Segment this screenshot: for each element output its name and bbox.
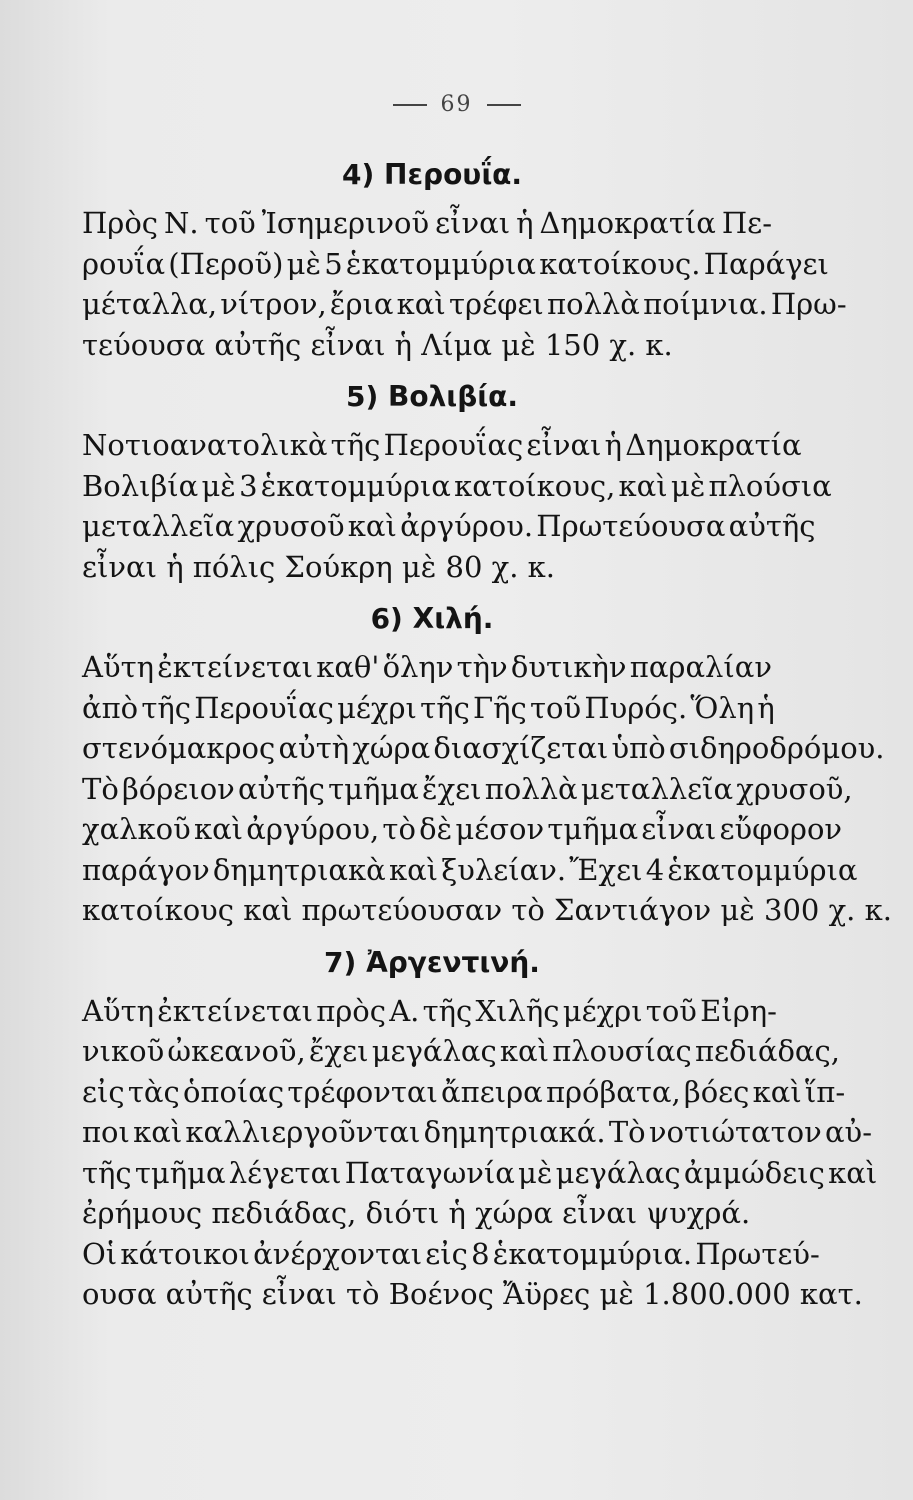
text-line: ρουΐα (Περοῦ) μὲ 5 ἑκατομμύρια κατοίκους. Παράγει <box>82 246 829 281</box>
text-line: Οἱ κάτοικοι ἀνέρχονται εἰς 8 ἑκατομμύρια. Πρωτεύ- <box>82 1236 820 1271</box>
text-line: μεταλλεῖα χρυσοῦ καὶ ἀργύρου. Πρωτεύουσα αὐτῆς <box>82 509 816 543</box>
text-line: τεύουσα αὐτῆς εἶναι ἡ Λίμα μὲ 150 χ. κ. <box>82 327 673 362</box>
text-line: τῆς τμῆμα λέγεται Παταγωνία μὲ μεγάλας ἀμμώδεις καὶ <box>82 1155 878 1190</box>
text-line: ἀπὸ τῆς Περουΐας μέχρι τῆς Γῆς τοῦ Πυρός. Ὅλη ἡ <box>82 690 775 725</box>
paragraph-chile <box>82 647 892 931</box>
text-line: ποι καὶ καλλιεργοῦνται δημητριακά. Τὸ νοτιώτατον αὐ- <box>82 1115 872 1149</box>
section-heading-peru: 4) Περουΐα. <box>341 158 523 191</box>
text-line: εἰς τὰς ὁποίας τρέφονται ἄπειρα πρόβατα, βόες καὶ ἵπ- <box>82 1074 846 1109</box>
paragraph-bolivia <box>82 425 832 587</box>
page-number: 69 <box>440 92 473 117</box>
section-heading-argentina: 7) Ἀργεντινή. <box>324 945 540 979</box>
text-line: Βολιβία μὲ 3 ἑκατομμύρια κατοίκους, καὶ μὲ πλούσια <box>82 468 832 503</box>
paragraph-argentina <box>82 991 878 1234</box>
text-line: παράγον δημητριακὰ καὶ ξυλείαν. Ἔχει 4 ἑκατομμύρια <box>82 852 858 887</box>
right-dash <box>487 104 521 106</box>
text-line: ουσα αὐτῆς εἶναι τὸ Βοένος Ἄϋρες μὲ 1.800.000 κατ. <box>82 1277 863 1311</box>
paragraph-peru <box>82 203 847 365</box>
section-heading-bolivia: 5) Βολιβία. <box>345 380 519 413</box>
text-line: στενόμακρος αὐτὴ χώρα διασχίζεται ὑπὸ σιδηροδρόμου. <box>82 731 885 765</box>
paragraph-argentina-population <box>82 1234 863 1315</box>
text-line: Αὕτη ἐκτείνεται πρὸς Α. τῆς Χιλῆς μέχρι τοῦ Εἰρη- <box>82 993 777 1028</box>
text-line: ἐρήμους πεδιάδας, διότι ἡ χώρα εἶναι ψυχρά. <box>82 1196 751 1230</box>
text-line: Τὸ βόρειον αὐτῆς τμῆμα ἔχει πολλὰ μεταλλεῖα χρυσοῦ, <box>82 771 853 806</box>
text-line: χαλκοῦ καὶ ἀργύρου, τὸ δὲ μέσον τμῆμα εἶναι εὔφορον <box>82 812 843 846</box>
text-line: Νοτιοανατολικὰ τῆς Περουΐας εἶναι ἡ Δημοκρατία <box>82 428 802 462</box>
text-line: νικοῦ ὠκεανοῦ, ἔχει μεγάλας καὶ πλουσίας πεδιάδας, <box>82 1034 840 1068</box>
text-line: Πρὸς Ν. τοῦ Ἰσημερινοῦ εἶναι ἡ Δημοκρατία Πε- <box>82 206 772 240</box>
left-dash <box>393 104 427 106</box>
text-column <box>82 155 892 1315</box>
text-line: κατοίκους καὶ πρωτεύουσαν τὸ Σαντιάγον μὲ 300 χ. κ. <box>82 893 892 927</box>
page-number-header <box>0 92 913 117</box>
text-line: μέταλλα, νίτρον, ἔρια καὶ τρέφει πολλὰ ποίμνια. Πρω- <box>82 287 847 321</box>
text-line: εἶναι ἡ πόλις Σούκρη μὲ 80 χ. κ. <box>82 549 555 584</box>
section-heading-chile: 6) Χιλή. <box>370 602 494 635</box>
text-line: Αὕτη ἐκτείνεται καθ' ὅλην τὴν δυτικὴν παραλίαν <box>82 650 772 684</box>
